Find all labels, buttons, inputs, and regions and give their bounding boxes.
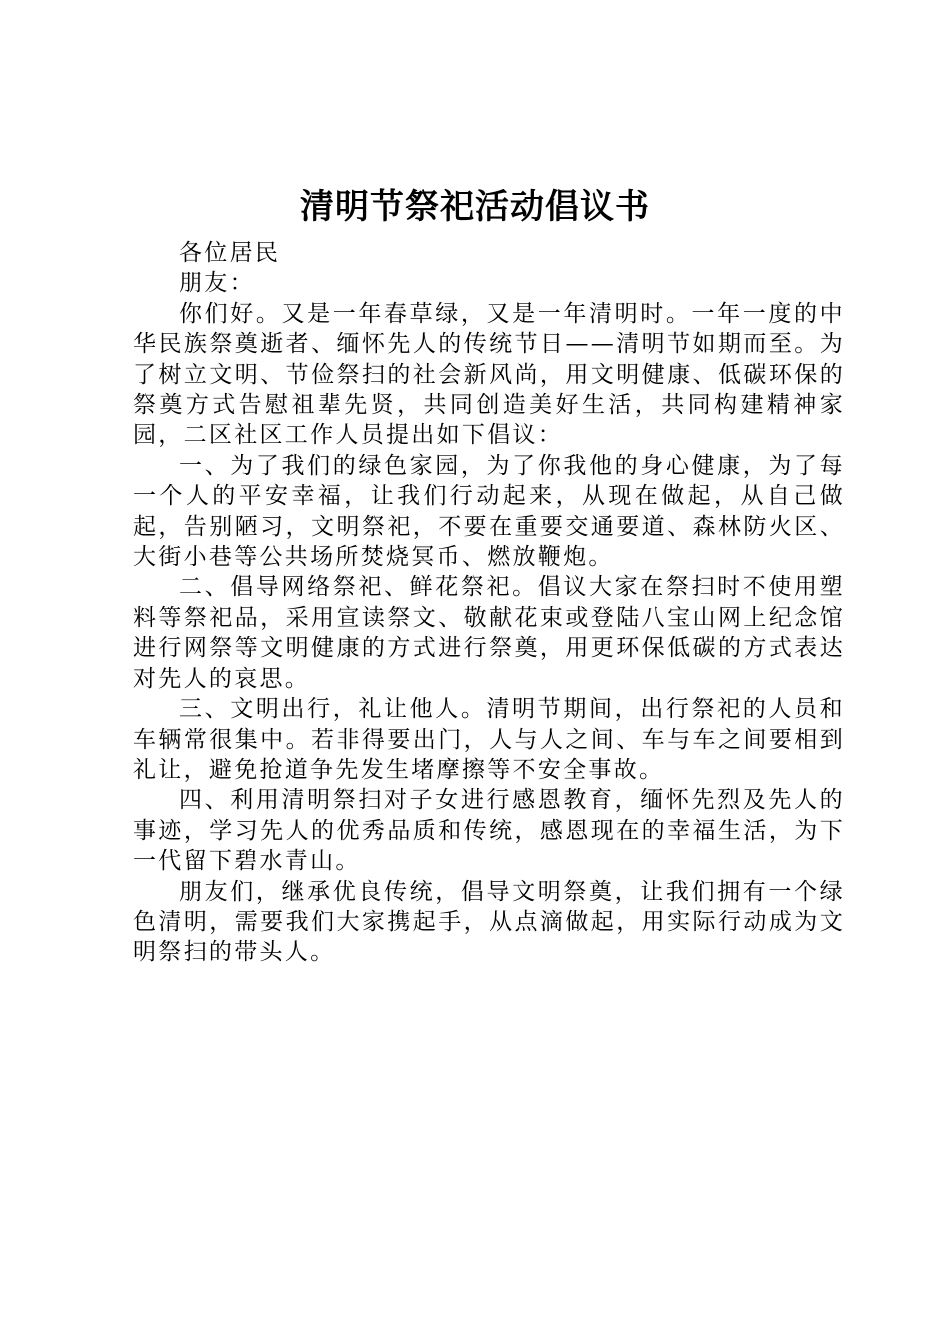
salutation-line: 各位居民: [179, 240, 281, 266]
body-paragraph: 四、利用清明祭扫对子女进行感恩教育，缅怀先烈及先人的事迹，学习先人的优秀品质和传统，感恩现在的幸福生活，为下一代留下碧水青山。: [133, 787, 845, 875]
body-paragraph: 三、文明出行，礼让他人。清明节期间，出行祭祀的人员和车辆常很集中。若非得要出门，人与人之间、车与车之间要相到礼让，避免抢道争先发生堵摩擦等不安全事故。: [133, 696, 845, 783]
body-paragraph: 你们好。又是一年春草绿，又是一年清明时。一年一度的中华民族祭奠逝者、缅怀先人的传统节日——清明节如期而至。为了树立文明、节俭祭扫的社会新风尚，用文明健康、低碳环保的祭奠方式告慰祖辈先贤，共同创造美好生活，共同构建精神家园，二区社区工作人员提出如下倡议：: [133, 300, 845, 449]
body-paragraph: 朋友们，继承优良传统，倡导文明祭奠，让我们拥有一个绿色清明，需要我们大家携起手，从点滴做起，用实际行动成为文明祭扫的带头人。: [133, 878, 845, 966]
document-body: [133, 238, 845, 968]
document-title: 清明节祭祀活动倡议书: [300, 187, 650, 227]
body-paragraph: 二、倡导网络祭祀、鲜花祭祀。倡议大家在祭扫时不使用塑料等祭祀品，采用宣读祭文、敬献花束或登陆八宝山网上纪念馆进行网祭等文明健康的方式进行祭奠，用更环保低碳的方式表达对先人的哀思。: [133, 574, 845, 692]
body-paragraph: 一、为了我们的绿色家园，为了你我他的身心健康，为了每一个人的平安幸福，让我们行动起来，从现在做起，从自己做起，告别陋习，文明祭祀，不要在重要交通要道、森林防火区、大街小巷等公共场所焚烧冥币、燃放鞭炮。: [133, 452, 845, 571]
salutation-line: 朋友：: [179, 270, 255, 297]
